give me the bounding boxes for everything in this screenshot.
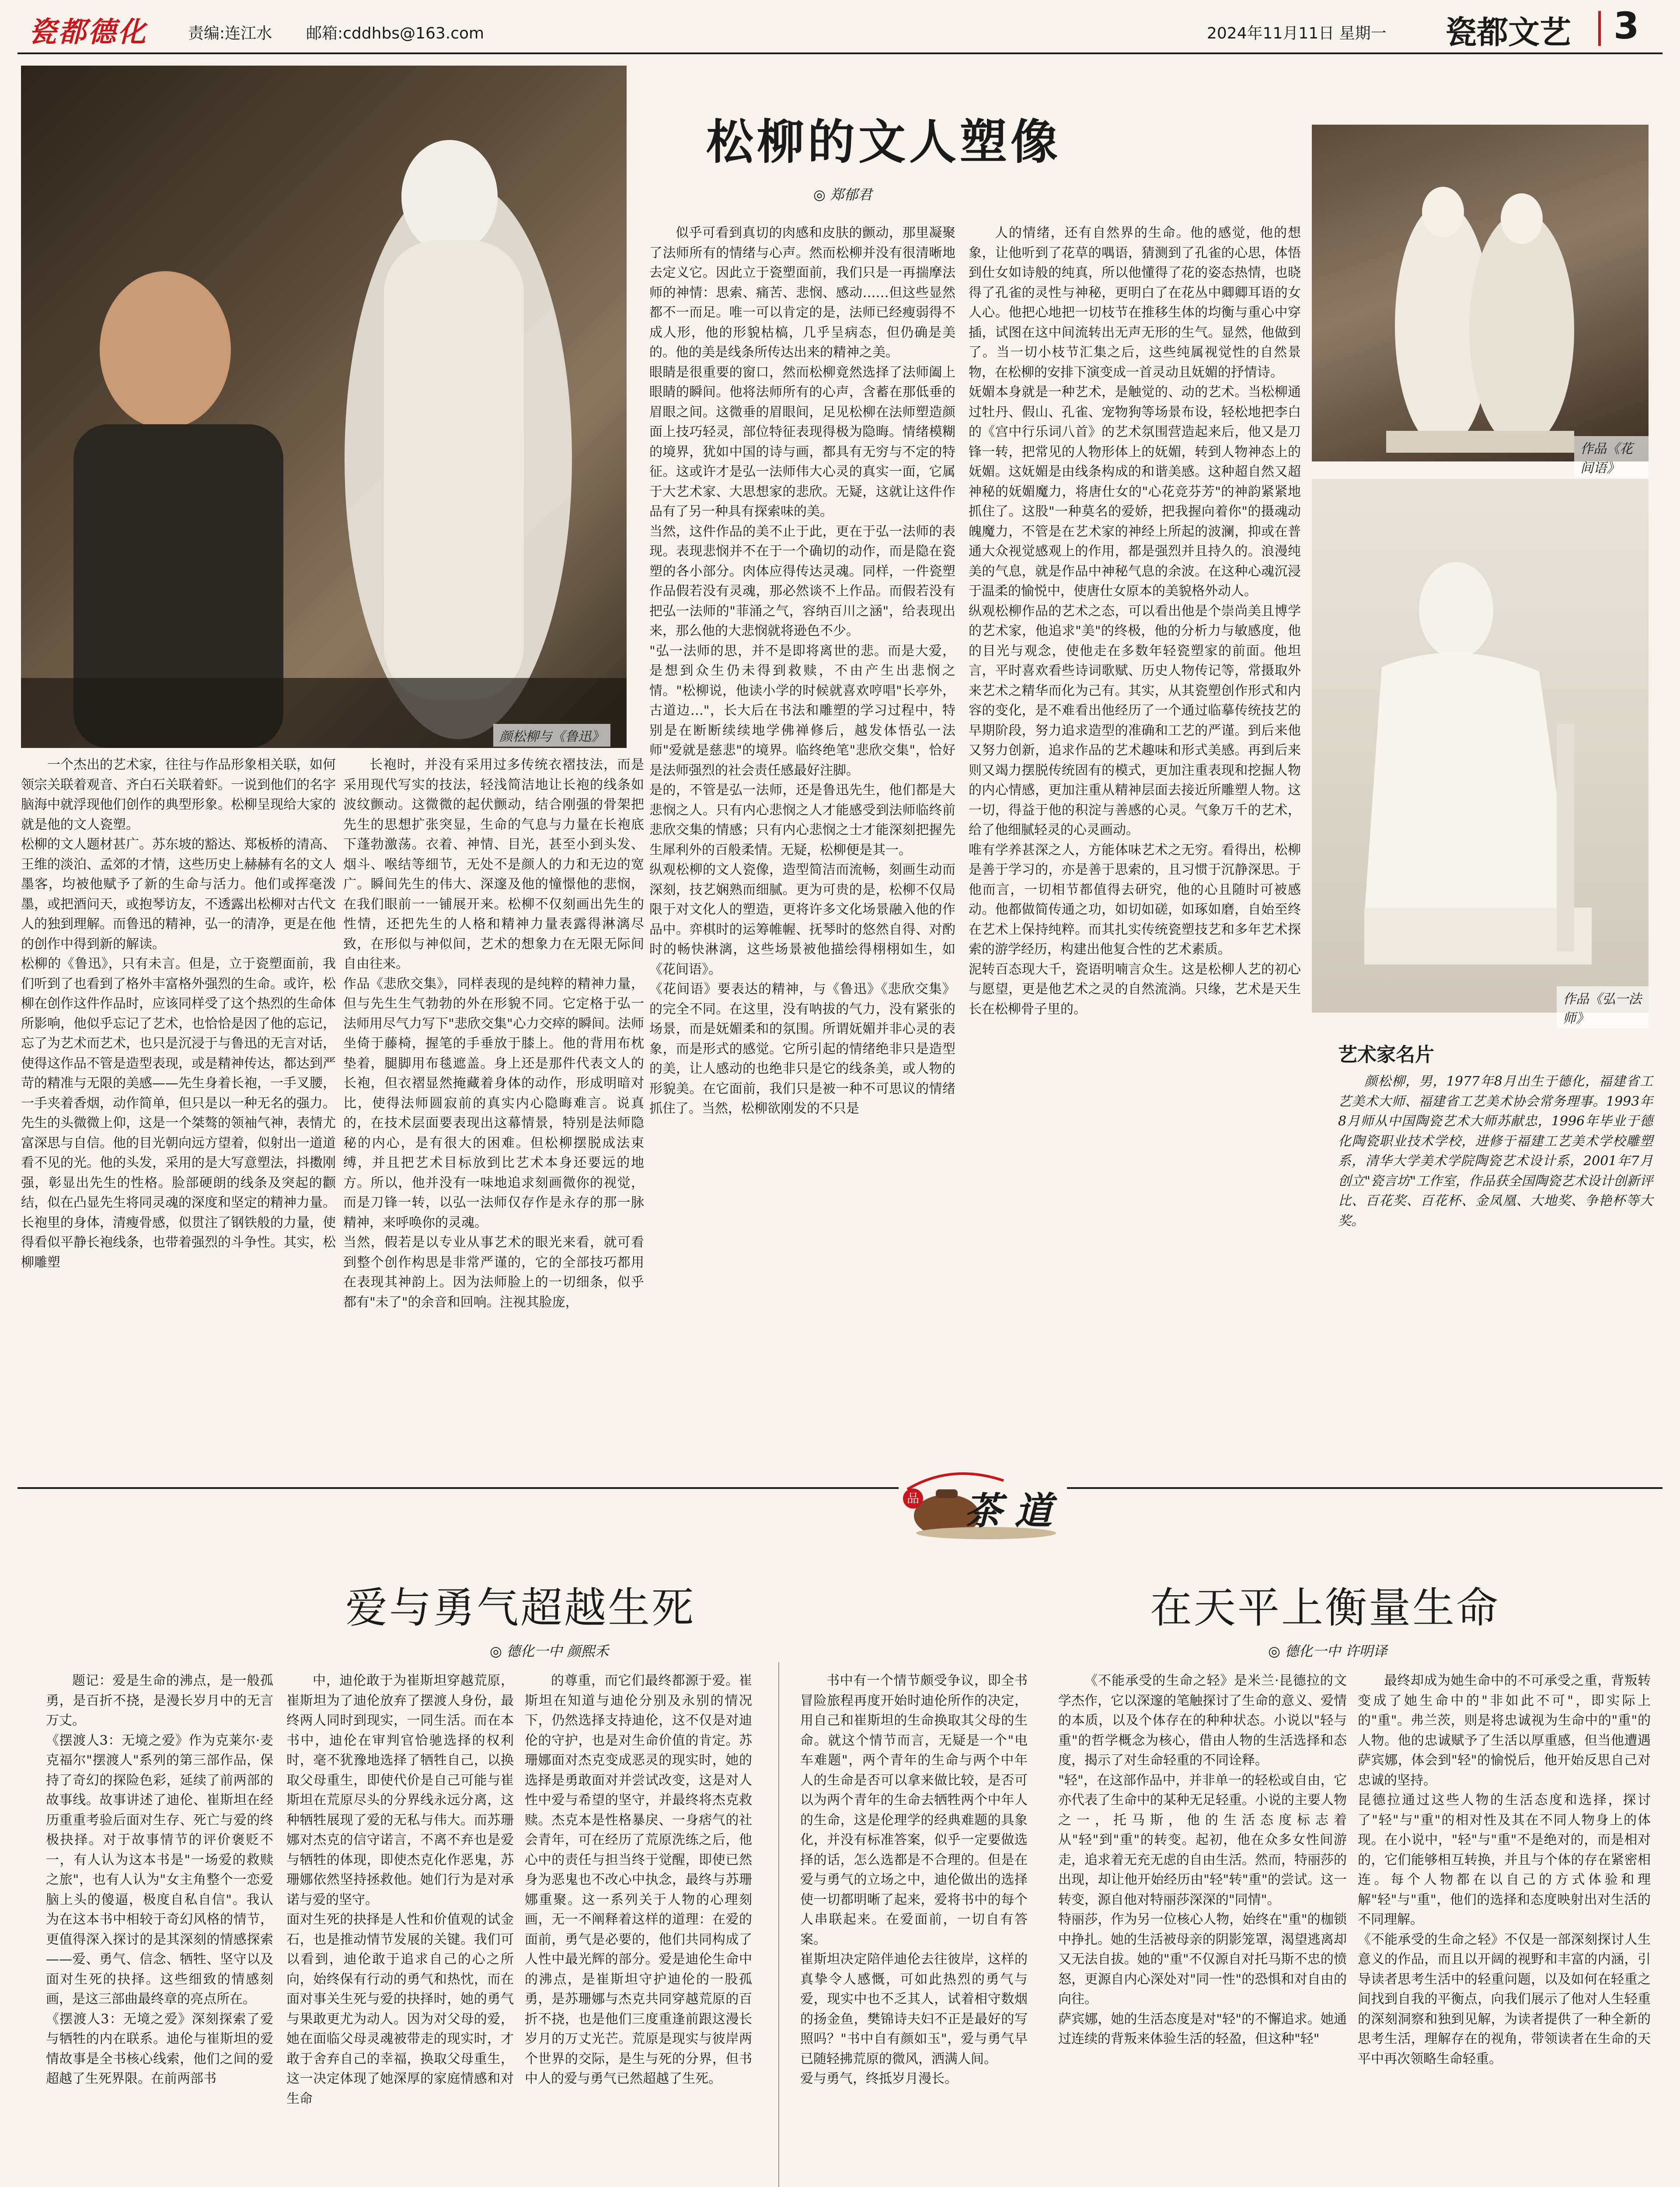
article2-col4-text: 书中有一个情节颇受争议，即全书冒险旅程再度开始时迪伦所作的决定，用自己和崔斯坦的生命换取其父母的生命。就这个情节而言，无疑是一个"电车难题"，两个青年的生命与两个中年人的生命是否可以拿来做比较，是否可以为两个青年的生命去牺牲两个中年人的生命，这是伦理学的经典难题的具象化，并没有标准答案，似乎一定要做选择的话，怎么选都是不合理的。但是在爱与勇气的立场之中，迪伦做出的选择使一切都明晰了起来，爱将书中的每个人串联起来。在爱面前，一切自有答案。 崔斯坦决定陪伴迪伦去往彼岸，这样的真挚令人感慨，可如此热烈的勇气与爱，现实中也不乏其人，试着相守数烟的扬金鱼，樊锦诗夫妇不正是最好的写照吗？"书中自有颜如玉"，爱与勇气早已随轻拂荒原的微风，洒满人间。 爱与勇气，终抵岁月漫长。 <box>800 1673 1028 2086</box>
article3-col2-text: 最终却成为她生命中的不可承受之重，背叛转变成了她生命中的"非如此不可"，即实际上的"重"。弗兰茨，则是将忠诚视为生命中的"重"的人物。他的忠诚赋予了生活以厚重感，但当他遭遇萨宾娜，体会到"轻"的愉悦后，他开始反思自己对忠诚的坚持。 昆德拉通过这些人物的生活态度和选择，探讨了"轻"与"重"的相对性及其在不同人物身上的体现。在小说中，"轻"与"重"不是绝对的，而是相对的，它们能够相互转换，并且与个体的存在紧密相连。每个人物都在以自己的方式体验和理解"轻"与"重"，他们的选择和态度映射出对生活的不同理解。 《不能承受的生命之轻》不仅是一部深刻探讨人生意义的作品，而且以开阔的视野和丰富的内涵，引导读者思考生活中的轻重问题，以及如何在轻重之间找到自我的平衡点，向我们展示了他对人生轻重的深刻洞察和独到见解，为读者提供了一种全新的思考生活，理解存在的视角，带领读者在生命的天平中再次领略生命轻重。 <box>1358 1673 1651 2067</box>
article1-col3 <box>649 223 955 1464</box>
artist-photo-illustration <box>21 66 627 748</box>
article2-col3 <box>525 1671 752 2187</box>
article3-col1 <box>1058 1671 1347 2187</box>
masthead-date: 2024年11月11日 星期一 <box>1207 24 1387 42</box>
article2-col2 <box>286 1671 514 2187</box>
article3-title: 在天平上衡量生命 <box>1150 1583 1500 1632</box>
bio-heading: 艺术家名片 <box>1338 1044 1434 1066</box>
article-divider-vertical <box>778 1662 779 2187</box>
masthead-editor: 责编:连江水 <box>188 24 272 42</box>
divider-left <box>17 1487 899 1489</box>
article2-col3-text: 的尊重，而它们最终都源于爱。崔斯坦在知道与迪伦分别及永别的情况下，仍然选择支持迪伦，这不仅是对迪伦的守护，也是对生命价值的肯定。苏珊娜面对杰克变成恶灵的现实时，她的选择是勇敢面对并尝试改变，这是对人性中爱与希望的坚守，并最终将杰克救赎。杰克本是性格暴戾、一身痞气的社会青年，可在经历了荒原洗练之后，他心中的责任与担当终于觉醒，即使已然身为恶鬼也不改心中执念，最终与苏珊娜重聚。这一系列关于人物的心理刻画，无一不阐释着这样的道理：在爱的面前，勇气是必要的，他们共同构成了人性中最光辉的部分。爱是迪伦生命中的沸点，是崔斯坦守护迪伦的一股孤勇，是苏珊娜与杰克共同穿越荒原的百折不挠，也是他们三度重逢前跟这漫长岁月的万丈光芒。荒原是现实与彼岸两个世界的交际，是生与死的分界，但书中人的爱与勇气已然超越了生死。 <box>525 1673 752 2086</box>
masthead-logo: 瓷都德化 <box>28 16 147 49</box>
article3-author: ◎ 德化一中 许明译 <box>1268 1643 1387 1659</box>
masthead <box>0 0 1680 57</box>
article2-col1-text: 题记：爱是生命的沸点，是一般孤勇，是百折不挠，是漫长岁月中的无言万丈。 《摆渡人3：无境之爱》作为克莱尔·麦克福尔"摆渡人"系列的第三部作品，保持了奇幻的探险色彩，延续了前两部的故事线。故事讲述了迪伦、崔斯坦在经历重重考验后面对生存、死亡与爱的终极抉择。对于故事情节的评价褒贬不一，有人认为这本书是"一场爱的救赎之旅"，也有人认为"女主角整个一恋爱脑上头的傻逼，极度自私自信"。我认为在这本书中相较于奇幻风格的情节，更值得深入探讨的是其深刻的情感探索——爱、勇气、信念、牺牲、坚守以及面对生死的抉择。这些细致的情感刻画，是这三部曲最终章的亮点所在。 《摆渡人3：无境之爱》深刻探索了爱与牺牲的内在联系。迪伦与崔斯坦的爱情故事是全书核心线索，他们之间的爱超越了生死界限。在前两部书 <box>46 1673 273 2086</box>
article1-col4-text: 人的情绪，还有自然界的生命。他的感觉，他的想象，让他听到了花草的喁语，猜测到了孔雀的心思，体悟到仕女如诗般的纯真，所以他懂得了花的姿态热情，也晓得了孔雀的灵性与神秘，更明白了在花丛中卿卿耳语的女人心。他把心地把一切枝节在推移生体的均衡与重心中穿插，试图在这中间流转出无声无形的生气。显然，他做到了。当一切小枝节汇集之后，这些纯属视觉性的自然景物，在松柳的安排下演变成一首灵动且妩媚的抒情诗。 妩媚本身就是一种艺术，是触觉的、动的艺术。当松柳通过牡丹、假山、孔雀、宠物狗等场景布设，轻松地把李白的《宫中行乐词八首》的艺术氛围营造起来后，他又是刀锋一转，把常见的人物形体上的妩媚，转到人物神态上的妩媚。这妩媚是由线条构成的和谐美感。这种超自然又超神秘的妩媚魔力，将唐仕女的"心花竞芬芳"的神韵紧紧地抓住了。这股"一种莫名的爱娇，把我握向着你"的摄魂动魄魔力，不管是在艺术家的神经上所起的波澜，抑或在普通大众视觉感观上的作用，都是强烈并且持久的。浪漫纯美的气息，就是作品中神秘气息的余波。在这种心魂沉浸于温柔的愉悦中，使唐仕女原本的美貌格外动人。 纵观松柳作品的艺术之态，可以看出他是个崇尚美且博学的艺术家，他追求"美"的终极，他的分析力与敏感度，他的目光与观念，使他走在多数年轻瓷塑家的前面。他坦言，平时喜欢看些诗词歌赋、历史人物传记等，常摄取外来艺术之精华而化为己有。其实，从其瓷塑创作形式和内容的变化，是不难看出他经历了一个通过临摹传统技艺的早期阶段，努力追求造型的准确和工艺的严谨。到后来他又努力创新，追求作品的艺术趣味和形式美感。再到后来则又竭力摆脱传统固有的模式，更加注重表现和挖掘人物的内心情感，更加注重从精神层面去接近所雕塑人物。这一切，得益于他的积淀与善感的心灵。气象万千的艺术，给了他细腻轻灵的心灵画动。 唯有学养甚深之人，方能体味艺术之无穷。看得出，松柳是善于学习的，亦是善于思索的，且习惯于沉静深思。于他而言，一切相节都值得去研究，他的心且随时可被感动。他都做简传通之功，如切如磋，如琢如磨，自始至终在艺术上保持纯粹。而其扎实传统瓷塑技艺和多年艺术探索的游学经历，构建出他复合性的艺术素质。 泥转百态现大千，瓷语明喃言众生。这是松柳人艺的初心与愿望，更是他艺术之灵的自然流淌。只缘，艺术是天生长在松柳骨子里的。 <box>969 225 1301 1017</box>
photo2-caption: 作品《花间语》 <box>1574 436 1649 478</box>
bio-text-body: 颜松柳，男，1977年8月出生于德化，福建省工艺美术大师、福建省工艺美术协会常务理事。1993年8月师从中国陶瓷艺术大师苏献忠，1996年毕业于德化陶瓷职业技术学校，进修于福建工艺美术学校雕塑系，清华大学美术学院陶瓷艺术设计系，2001年7月创立"瓷言坊"工作室，作品获全国陶瓷艺术设计创新评比、百花奖、百花杯、金凤凰、大地奖、争艳杯等大奖。 <box>1338 1074 1653 1229</box>
tea-char: 茶 <box>964 1489 1002 1533</box>
photo-hongyi <box>1312 479 1649 1026</box>
hua-jian-yu-illustration <box>1312 125 1649 461</box>
tea-mark: 品 <box>903 1488 923 1509</box>
bio-text <box>1338 1072 1653 1317</box>
article3-col2 <box>1358 1671 1651 2187</box>
photo-hua-jian-yu <box>1312 125 1649 476</box>
divider-right <box>1067 1487 1663 1489</box>
article1-title: 松柳的文人塑像 <box>706 115 1062 170</box>
article2-col1 <box>46 1671 273 2187</box>
masthead-rule <box>17 52 1663 54</box>
article1-col2 <box>343 755 644 1464</box>
article1-author: ◎ 郑郁君 <box>813 186 872 203</box>
photo-artist-with-luxun <box>21 66 627 748</box>
tea-banner <box>899 1463 1069 1546</box>
article2-author: ◎ 德化一中 颜熙禾 <box>490 1643 609 1659</box>
hongyi-illustration <box>1312 479 1649 1013</box>
photo3-caption: 作品《弘一法师》 <box>1557 986 1649 1028</box>
masthead-divider <box>1598 11 1601 46</box>
article1-col1-text: 一个杰出的艺术家，往往与作品形象相关联，如何领宗关联着观音、齐白石关联着虾。一说到他们的名字脑海中就浮现他们创作的典型形象。松柳呈现给大家的就是他的文人瓷塑。 松柳的文人题材甚广。苏东坡的豁达、郑板桥的清高、王维的淡泊、孟郊的才情，这些历史上赫赫有名的文人墨客，均被他赋予了新的生命与活力。他们或挥毫泼墨，或把酒问天，或抱琴访友，不透露出松柳对古代文人的独到理解。而鲁迅的精神，弘一的清净，更是在他的创作中得到新的解读。 松柳的《鲁迅》，只有未言。但是，立于瓷塑面前，我们听到了也看到了格外丰富格外强烈的生命。或许，松柳在创作这件作品时，应该同样受了这个热烈的生命体所影响，他似乎忘记了艺术，也恰恰是因了他的忘记，忘了为艺术而艺术，也只是沉浸于与鲁迅的无言对话，使得这作品不管是造型表现，或是精神传达，都达到严苛的精准与无限的美感——先生身着长袍，一手叉腰，一手夹着香烟，动作简单，但只是以一种无名的强力。先生的头微微上仰，这是一个桀骜的领袖气神，表情尤富深思与自信。他的目光朝向远方望着，似射出一道道看不见的光。他的头发，采用的是大写意塑法，抖擞刚强，彰显出先生的性格。脸部硬朗的线条及突起的颧结，似在凸显先生将同灵魂的深度和坚定的精神力量。长袍里的身体，清瘦骨感，似贯注了钢铁般的力量，使得看似平静长袍线条，也带着强烈的斗争性。其实，松柳雕塑 <box>21 757 336 1270</box>
masthead-email: 邮箱:cddhbs@163.com <box>306 24 484 42</box>
article2-title: 爱与勇气超越生死 <box>345 1583 695 1632</box>
page-number: 3 <box>1614 4 1639 47</box>
article1-col1 <box>21 755 336 1464</box>
article3-col1-text: 《不能承受的生命之轻》是米兰·昆德拉的文学杰作，它以深邃的笔触探讨了生命的意义、爱情的本质，以及个体存在的种种状态。小说以"轻与重"的哲学概念为核心，借由人物的生活选择和态度，揭示了对生命轻重的不同诠释。 "轻"，在这部作品中，并非单一的轻松或自由，它亦代表了生命中的某种无足轻重。小说的主要人物之一，托马斯，他的生活态度标志着从"轻"到"重"的转变。起初，他在众多女性间游走，追求着无充无虑的自由生活。然而，特丽莎的出现，却让他开始经历由"轻"转"重"的尝试。这一转变，源自他对特丽莎深深的"同情"。 特丽莎，作为另一位核心人物，始终在"重"的枷锁中挣扎。她的生活被母亲的阴影笼罩，渴望逃离却又无法自拔。她的"重"不仅源自对托马斯不忠的愤怒，更源自内心深处对"同一性"的恐惧和对自由的向往。 萨宾娜，她的生活态度是对"轻"的不懈追求。她通过连续的背叛来体验生活的轻盈，但这种"轻" <box>1058 1673 1347 2047</box>
dao-char: 道 <box>1014 1489 1052 1533</box>
article2-col4 <box>800 1671 1028 2187</box>
article1-col3-text: 似乎可看到真切的肉感和皮肤的颤动，那里凝聚了法师所有的情绪与心声。然而松柳并没有很清晰地去定义它。因此立于瓷塑面前，我们只是一再揣摩法师的神情：思索、痛苦、悲悯、感动……但这些显然都不一而足。唯一可以肯定的是，法师已经瘦弱得不成人形，他的形貌枯槁，几乎呈病态，但仍确是美的。他的美是线条所传达出来的精神之美。 眼睛是很重要的窗口，然而松柳竟然选择了法师阖上眼睛的瞬间。他将法师所有的心声，含蓄在那低垂的眉眼之间。这微垂的眉眼间，足见松柳在法师塑造颜面上技巧轻灵，部位特征表现得极为隐晦。情绪模糊的境界，犹如中国的诗与画，都具有无穷与不定的特征。这或许才是弘一法师伟大心灵的真实一面，它属于大艺术家、大思想家的悲欣。无疑，这就让这件作品有了另一种具有探索味的美。 当然，这件作品的美不止于此，更在于弘一法师的表现。表现悲悯并不在于一个确切的动作，而是隐在瓷塑的各小部分。肉体应得传达灵魂。同样，一件瓷塑作品假若没有灵魂，那必然谈不上作品。而假若没有把弘一法师的"菲涌之气，容纳百川之涵"，给表现出来，那么他的大悲悯就将逊色不少。 "弘一法师的思，并不是即将离世的悲。而是大爱，是想到众生仍未得到救赎，不由产生出悲悯之情。"松柳说，他读小学的时候就喜欢哼唱"长亭外，古道边…"，长大后在书法和雕塑的学习过程中，特别是在断断续续地学佛禅修后，越发体悟弘一法师"爱就是慈悲"的境界。临终绝笔"悲欣交集"，恰好是法师强烈的社会责任感最好注脚。 是的，不管是弘一法师，还是鲁迅先生，他们都是大悲悯之人。只有内心悲悯之人才能感受到法师临终前悲欣交集的情感；只有内心悲悯之士才能深刻把握先生犀利外的百般柔情。无疑，松柳便是其一。 纵观松柳的文人瓷像，造型简洁而流畅，刻画生动而深刻，技艺娴熟而细腻。更为可贵的是，松柳不仅局限于对文化人的塑造，更将许多文化场景融入他的作品中。弈棋时的运筹帷幄、抚琴时的悠然自得、对酌时的畅快淋漓，这些场景被他描绘得栩栩如生，如《花间语》。 《花间语》要表达的精神，与《鲁迅》《悲欣交集》的完全不同。在这里，没有呐拔的气力，没有紧张的场景，而是妩媚柔和的氛围。所谓妩媚并非心灵的表象，而是形式的感觉。它所引起的情绪绝非只是造型的美，让人感动的也绝非只是它的线条美，或人物的形貌美。在它面前，我们只是被一种不可思议的情绪抓住了。当然，松柳欲刚发的不只是 <box>649 225 955 1116</box>
masthead-section: 瓷都文艺 <box>1445 14 1572 51</box>
article1-col4 <box>969 223 1301 1464</box>
article1-col2-text: 长袍时，并没有采用过多传统衣褶技法，而是采用现代写实的技法，轻浅简洁地让长袍的线条如波纹颤动。这微微的起伏颤动，结合刚强的骨架把先生的思想扩张突显，生命的气息与力量在长袍底下蓬勃激荡。衣着、神情、目光，甚至小到头发、烟斗、喉结等细节，无处不是颜人的力和无边的宽广。瞬间先生的伟大、深邃及他的憧憬他的悲悯，在我们眼前一一铺展开来。松柳不仅刻画出先生的性情，还把先生的人格和精神力量表露得淋漓尽致，在形似与神似间，艺术的想象力在无限无际间自由往来。 作品《悲欣交集》，同样表现的是纯粹的精神力量，但与先生生气勃勃的外在形貌不同。它定格于弘一法师用尽气力写下"悲欣交集"心力交瘁的瞬间。法师坐倚于藤椅，握笔的手垂放于膝上。他的背用布枕垫着，腿脚用布毯遮盖。身上还是那件代表文人的长袍，但衣褶显然掩藏着身体的动作，形成明暗对比，使得法师圆寂前的真实内心隐晦难言。说真的，在技术层面要表现出这幕情景，特别是法师隐秘的内心，是有很大的困难。但松柳摆脱成法束缚，并且把艺术目标放到比艺术本身还要远的地方。所以，他并没有一味地追求刻画微你的视觉，而是刀锋一转，以弘一法师仅存作是永存的那一脉精神，来呼唤你的灵魂。 当然，假若是以专业从事艺术的眼光来看，就可看到整个创作构思是非常严谨的，它的全部技巧都用在表现其神韵上。因为法师脸上的一切细条，似乎都有"未了"的余音和回响。注视其脸庞， <box>343 757 644 1310</box>
article2-col2-text: 中，迪伦敢于为崔斯坦穿越荒原，崔斯坦为了迪伦放弃了摆渡人身份，最终两人同时到现实，一同生活。而在本书中，迪伦在审判官恰驰选择的权利时，毫不犹豫地选择了牺牲自己，以换取父母重生，即使代价是自己可能与崔斯坦在荒原尽头的分界线永远分离，这种牺牲展现了爱的无私与伟大。而苏珊娜对杰克的信守诺言，不离不弃也是爱与牺牲的体现，即使杰克化作恶鬼，苏珊娜依然坚持拯救他。她们行为是对承诺与爱的坚守。 面对生死的抉择是人性和价值观的试金石，也是推动情节发展的关键。我们可以看到，迪伦敢于追求自己的心之所向，始终保有行动的勇气和热忱，而在面对事关生死与爱的抉择时，她的勇气与果敢更尤为动人。因为对父母的爱，她在面临父母灵魂被带走的现实时，才敢于舍弃自己的幸福，换取父母重生，这一决定体现了她深厚的家庭情感和对生命 <box>286 1673 514 2107</box>
photo1-caption: 颜松柳与《鲁迅》 <box>493 724 610 747</box>
